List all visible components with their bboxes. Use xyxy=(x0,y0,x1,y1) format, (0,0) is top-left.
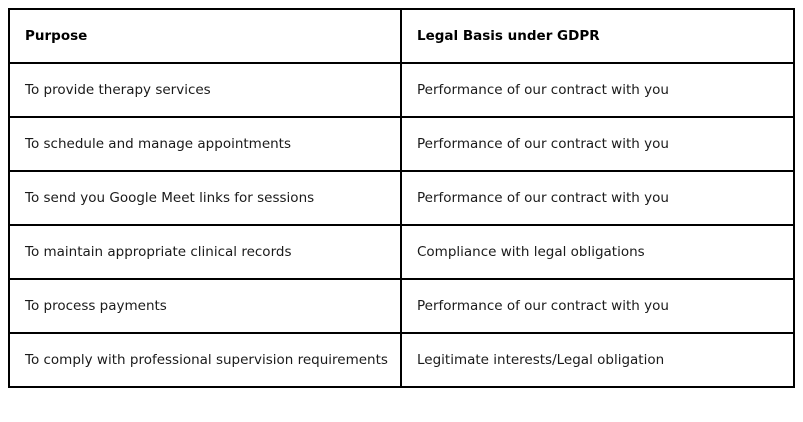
column-header-legal-basis: Legal Basis under GDPR xyxy=(401,9,794,63)
legal-basis-cell: Legitimate interests/Legal obligation xyxy=(401,333,794,387)
legal-basis-cell: Performance of our contract with you xyxy=(401,279,794,333)
purpose-cell: To send you Google Meet links for sessions xyxy=(9,171,401,225)
column-header-purpose: Purpose xyxy=(9,9,401,63)
table-row xyxy=(9,279,794,333)
table-row xyxy=(9,117,794,171)
table-row xyxy=(9,333,794,387)
table-row xyxy=(9,171,794,225)
purpose-cell: To comply with professional supervision requirements xyxy=(9,333,401,387)
purpose-cell: To process payments xyxy=(9,279,401,333)
table-header-row xyxy=(9,9,794,63)
gdpr-purpose-table xyxy=(8,8,795,388)
purpose-cell: To maintain appropriate clinical records xyxy=(9,225,401,279)
table-row xyxy=(9,63,794,117)
purpose-cell: To schedule and manage appointments xyxy=(9,117,401,171)
legal-basis-cell: Compliance with legal obligations xyxy=(401,225,794,279)
legal-basis-cell: Performance of our contract with you xyxy=(401,117,794,171)
purpose-cell: To provide therapy services xyxy=(9,63,401,117)
legal-basis-cell: Performance of our contract with you xyxy=(401,63,794,117)
legal-basis-cell: Performance of our contract with you xyxy=(401,171,794,225)
table-row xyxy=(9,225,794,279)
